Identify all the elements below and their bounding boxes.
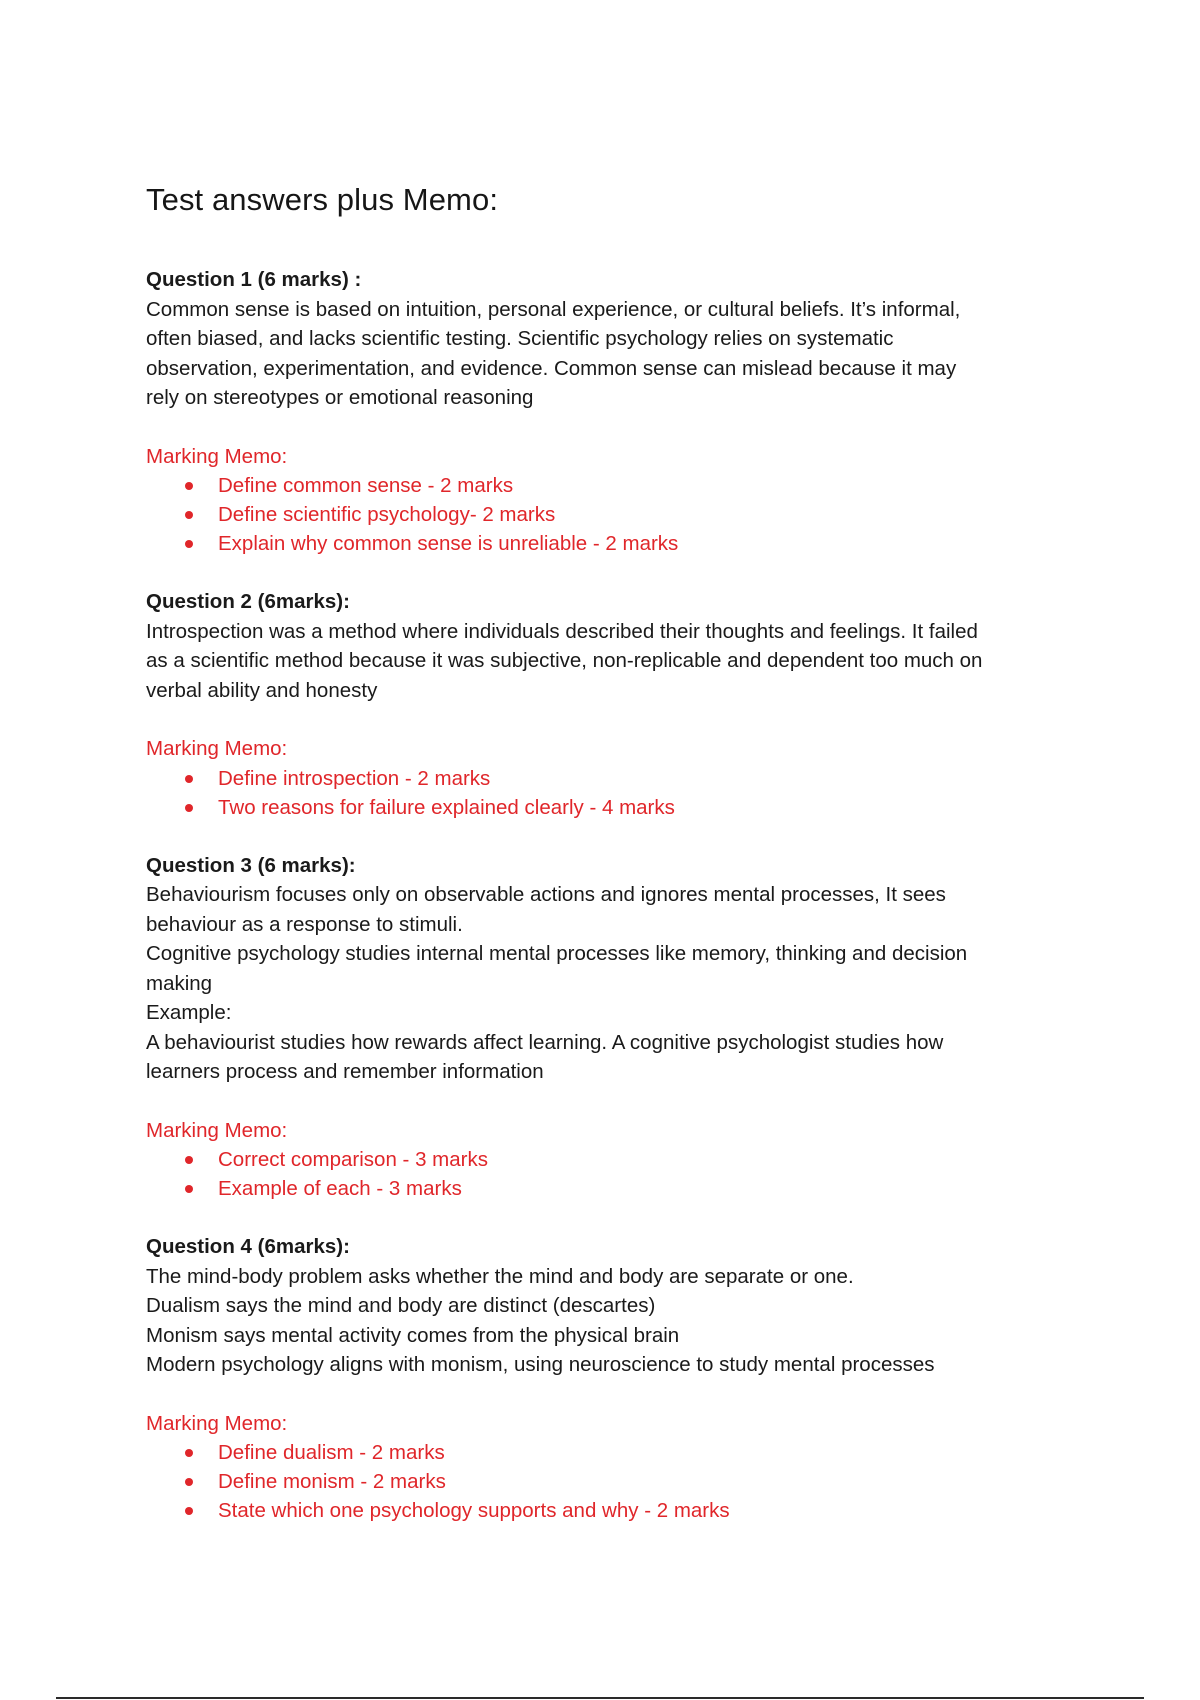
memo-item-text: Define introspection - 2 marks	[218, 766, 491, 790]
memo-item-text: Explain why common sense is unreliable - 2 marks	[218, 532, 679, 555]
bullet-icon	[185, 1449, 193, 1457]
bullet-icon	[185, 511, 193, 519]
bullet-icon	[185, 804, 193, 812]
answer-line: as a scientific method because it was subjective, non-replicable and dependent too much on	[146, 649, 983, 672]
answer-line: making	[146, 971, 213, 995]
bullet-icon	[185, 775, 193, 783]
memo-item	[146, 1438, 1066, 1467]
memo-item-text: Example of each - 3 marks	[218, 1177, 462, 1200]
bullet-icon	[185, 1156, 193, 1164]
answer-line: Behaviourism focuses only on observable actions and ignores mental processes, It sees	[146, 883, 946, 906]
question-1	[146, 265, 1066, 558]
question-heading: Question 1 (6 marks) :	[146, 268, 362, 291]
answer-line: Monism says mental activity comes from the physical brain	[146, 1323, 680, 1347]
answer-line: A behaviourist studies how rewards affect learning. A cognitive psychologist studies how	[146, 1030, 944, 1054]
memo-item	[146, 471, 1066, 500]
memo-title: Marking Memo:	[146, 444, 288, 468]
bullet-icon	[185, 1185, 193, 1193]
question-heading: Question 2 (6marks):	[146, 590, 350, 613]
question-4	[146, 1232, 1066, 1525]
memo-title: Marking Memo:	[146, 737, 288, 760]
memo-list	[146, 764, 1066, 822]
answer-line: learners process and remember information	[146, 1060, 544, 1083]
bullet-icon	[185, 1507, 193, 1515]
answer-line: often biased, and lacks scientific testing. Scientific psychology relies on systematic	[146, 327, 894, 350]
question-heading: Question 4 (6marks):	[146, 1235, 350, 1258]
question-3	[146, 851, 1066, 1204]
memo-list	[146, 471, 1066, 558]
bullet-icon	[185, 1478, 193, 1486]
memo-item	[146, 1174, 1066, 1203]
memo-item	[146, 1145, 1066, 1174]
memo-item-text: Define scientific psychology- 2 marks	[218, 503, 556, 526]
memo-item	[146, 1467, 1066, 1496]
answer-line: Modern psychology aligns with monism, using neuroscience to study mental processes	[146, 1353, 935, 1376]
memo-item	[146, 500, 1066, 529]
memo-item-text: Define common sense - 2 marks	[218, 474, 514, 497]
bullet-icon	[185, 482, 193, 490]
document-title: Test answers plus Memo:	[146, 182, 499, 217]
document-content	[146, 265, 1066, 1554]
marking-memo	[146, 1116, 1066, 1204]
answer-line: Example:	[146, 1001, 232, 1024]
answer-line: Common sense is based on intuition, personal experience, or cultural beliefs. It’s informal,	[146, 297, 961, 321]
memo-item	[146, 764, 1066, 793]
memo-list	[146, 1145, 1066, 1203]
question-heading: Question 3 (6 marks):	[146, 853, 356, 877]
answer-line: Introspection was a method where individuals described their thoughts and feelings. It failed	[146, 619, 978, 643]
marking-memo	[146, 734, 1066, 822]
memo-item	[146, 1496, 1066, 1525]
question-2	[146, 587, 1066, 822]
memo-title: Marking Memo:	[146, 1118, 288, 1142]
answer-line: Dualism says the mind and body are distinct (descartes)	[146, 1294, 656, 1317]
memo-item	[146, 529, 1066, 558]
answer-line: The mind-body problem asks whether the mind and body are separate or one.	[146, 1264, 854, 1288]
memo-item-text: Define dualism - 2 marks	[218, 1441, 445, 1464]
memo-item-text: Two reasons for failure explained clearly - 4 marks	[218, 795, 675, 819]
answer-line: behaviour as a response to stimuli.	[146, 912, 463, 936]
answer-line: rely on stereotypes or emotional reasoning	[146, 386, 534, 409]
marking-memo	[146, 1409, 1066, 1526]
memo-item	[146, 793, 1066, 822]
memo-list	[146, 1438, 1066, 1525]
memo-item-text: Correct comparison - 3 marks	[218, 1148, 488, 1171]
answer-line: verbal ability and honesty	[146, 678, 378, 702]
marking-memo	[146, 442, 1066, 559]
memo-item-text: Define monism - 2 marks	[218, 1470, 446, 1493]
memo-title: Marking Memo:	[146, 1411, 288, 1435]
answer-line: observation, experimentation, and evidence. Common sense can mislead because it may	[146, 356, 957, 380]
answer-line: Cognitive psychology studies internal mental processes like memory, thinking and decision	[146, 942, 968, 965]
page-bottom-divider	[56, 1697, 1144, 1699]
memo-item-text: State which one psychology supports and why - 2 marks	[218, 1499, 730, 1522]
bullet-icon	[185, 540, 193, 548]
